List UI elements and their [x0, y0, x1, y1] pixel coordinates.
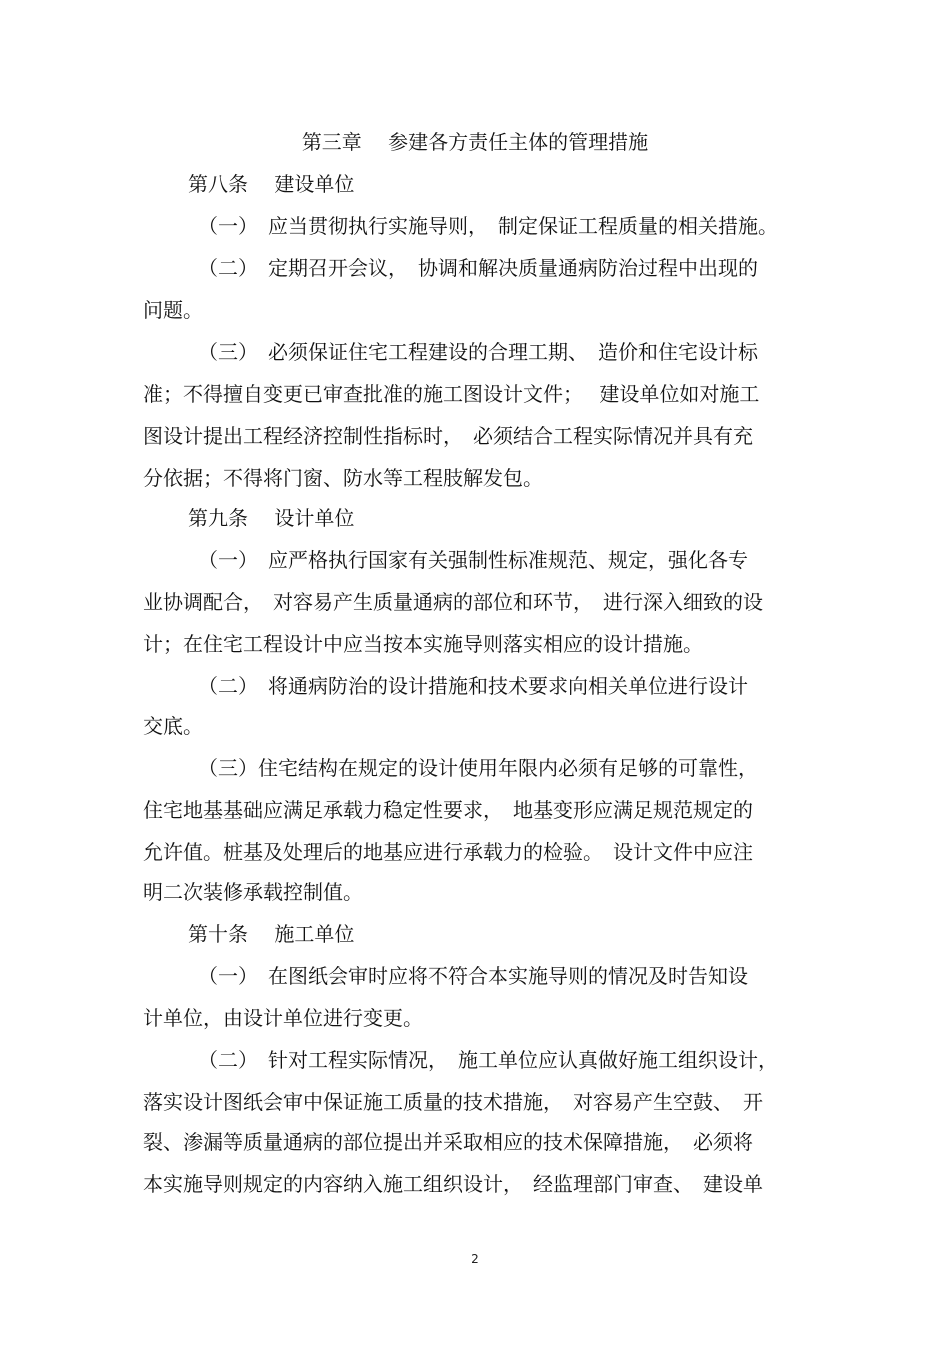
paragraph-line: 业协调配合， 对容易产生质量通病的部位和环节， 进行深入细致的设 [143, 590, 763, 614]
paragraph-line: 允许值。桩基及处理后的地基应进行承载力的检验。 设计文件中应注 [143, 840, 753, 864]
paragraph-line: 计；在住宅工程设计中应当按本实施导则落实相应的设计措施。 [143, 632, 703, 656]
paragraph-line: （二） 定期召开会议， 协调和解决质量通病防治过程中出现的 [198, 256, 758, 280]
paragraph-line: （三） 必须保证住宅工程建设的合理工期、 造价和住宅设计标 [198, 340, 758, 364]
paragraph-line: （一） 在图纸会审时应将不符合本实施导则的情况及时告知设 [198, 964, 748, 988]
paragraph-line: 计单位，由设计单位进行变更。 [143, 1006, 423, 1030]
paragraph-line: （一） 应严格执行国家有关强制性标准规范、规定，强化各专 [198, 548, 748, 572]
paragraph-line: （三）住宅结构在规定的设计使用年限内必须有足够的可靠性， [198, 756, 758, 780]
paragraph-line: 准；不得擅自变更已审查批准的施工图设计文件； 建设单位如对施工 [143, 382, 760, 406]
paragraph-line: （二） 针对工程实际情况， 施工单位应认真做好施工组织设计， [198, 1048, 778, 1072]
paragraph-line: 住宅地基基础应满足承载力稳定性要求， 地基变形应满足规范规定的 [143, 798, 753, 822]
paragraph-line: 裂、渗漏等质量通病的部位提出并采取相应的技术保障措施， 必须将 [143, 1130, 753, 1154]
article-10-heading: 第十条 施工单位 [188, 922, 355, 946]
paragraph-line: （二） 将通病防治的设计措施和技术要求向相关单位进行设计 [198, 674, 748, 698]
paragraph-line: 明二次装修承载控制值。 [143, 880, 363, 904]
paragraph-line: 图设计提出工程经济控制性指标时， 必须结合工程实际情况并具有充 [143, 424, 753, 448]
chapter-title: 第三章 参建各方责任主体的管理措施 [301, 130, 649, 154]
paragraph-line: 分依据；不得将门窗、防水等工程肢解发包。 [143, 466, 543, 490]
article-9-heading: 第九条 设计单位 [188, 506, 355, 530]
paragraph-line: （一） 应当贯彻执行实施导则， 制定保证工程质量的相关措施。 [198, 214, 778, 238]
page-number: 2 [471, 1252, 479, 1266]
paragraph-line: 交底。 [143, 714, 203, 738]
article-8-heading: 第八条 建设单位 [188, 172, 355, 196]
paragraph-line: 本实施导则规定的内容纳入施工组织设计， 经监理部门审查、 建设单 [143, 1172, 763, 1196]
paragraph-line: 问题。 [143, 298, 203, 322]
paragraph-line: 落实设计图纸会审中保证施工质量的技术措施， 对容易产生空鼓、 开 [143, 1090, 763, 1114]
